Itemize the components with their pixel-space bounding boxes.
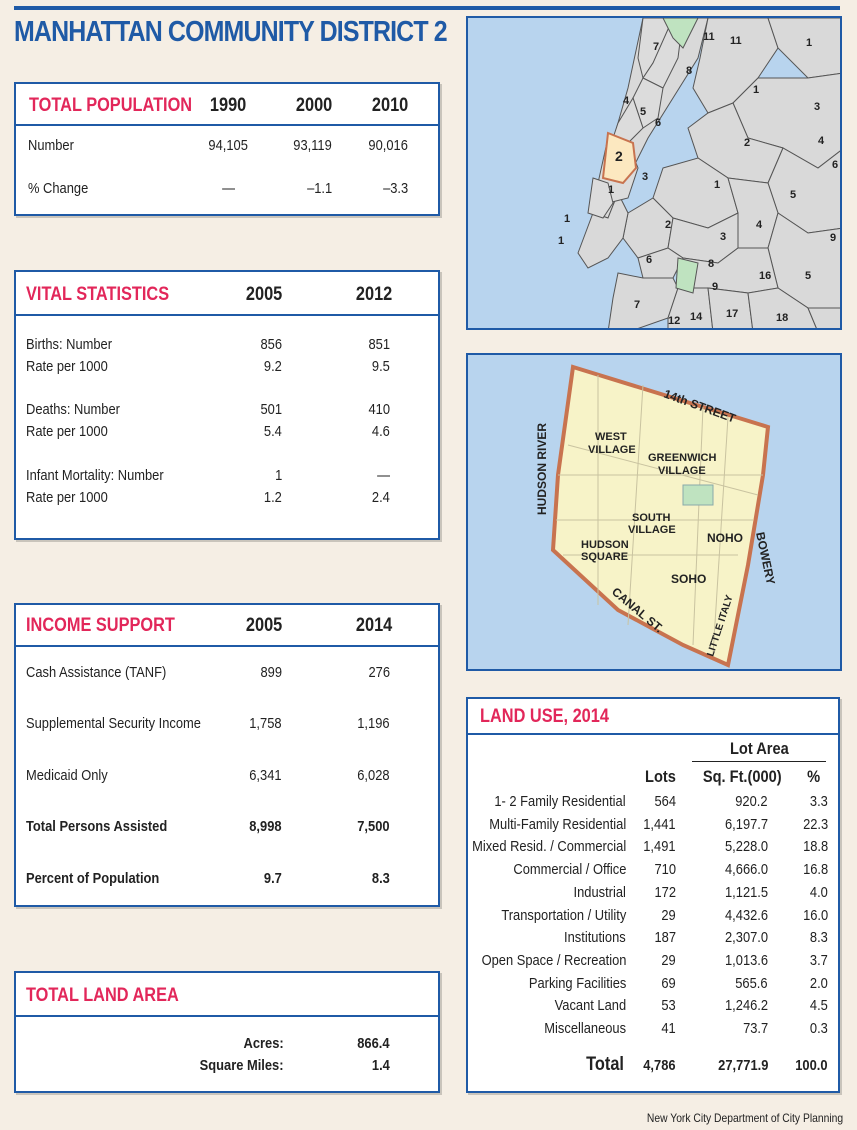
svg-text:1: 1 xyxy=(753,84,760,96)
overview-map xyxy=(466,16,842,330)
land-use-label: Commercial / Office xyxy=(512,861,626,879)
vital-value: 501 xyxy=(260,401,282,418)
land-use-pct: 16.8 xyxy=(802,861,828,879)
label-canal-street: CANAL ST. xyxy=(609,584,666,636)
svg-text:4: 4 xyxy=(756,219,763,231)
svg-text:1: 1 xyxy=(564,213,571,225)
svg-text:1: 1 xyxy=(558,235,565,247)
land-use-label: Multi-Family Residential xyxy=(489,815,626,833)
acres-label: Acres: xyxy=(243,1035,284,1052)
overview-map-svg xyxy=(468,18,842,330)
population-value: –3.3 xyxy=(382,180,408,197)
label-hudson-river: HUDSON RIVER xyxy=(535,422,549,515)
label-little-italy: LITTLE ITALY xyxy=(705,593,736,658)
vital-title: VITAL STATISTICS xyxy=(26,284,170,305)
land-use-sqft: 2,307.0 xyxy=(724,929,768,947)
land-area-box xyxy=(14,971,440,1093)
population-value: — xyxy=(222,180,235,197)
sqmi-value: 1.4 xyxy=(372,1057,390,1074)
svg-text:17: 17 xyxy=(726,308,739,320)
land-use-label: Institutions xyxy=(564,929,626,947)
income-label: Medicaid Only xyxy=(26,767,108,784)
vital-label: Births: Number xyxy=(26,336,113,353)
credit: New York City Department of City Planning xyxy=(646,1111,843,1125)
svg-text:9: 9 xyxy=(830,232,837,244)
label-bowery: BOWERY xyxy=(753,530,778,587)
population-value: 90,016 xyxy=(368,137,408,154)
land-use-sqft: 4,432.6 xyxy=(724,906,768,924)
sqmi-label: Square Miles: xyxy=(200,1057,284,1074)
lot-area-rule xyxy=(692,761,826,762)
col-sqft: Sq. Ft.(000) xyxy=(703,767,782,786)
vital-label: Rate per 1000 xyxy=(26,358,108,375)
land-use-pct: 8.3 xyxy=(810,929,828,947)
land-use-sqft: 6,197.7 xyxy=(724,815,768,833)
svg-text:2: 2 xyxy=(615,148,623,164)
land-use-label: Miscellaneous xyxy=(544,1020,626,1037)
population-year-2010: 2010 xyxy=(371,95,408,116)
land-use-label: Parking Facilities xyxy=(528,974,626,992)
income-value: 6,341 xyxy=(249,767,282,784)
svg-text:5: 5 xyxy=(790,189,797,201)
label-square: SQUARE xyxy=(581,551,629,563)
svg-text:6: 6 xyxy=(655,117,662,129)
land-use-lots: 69 xyxy=(661,974,676,992)
land-use-sqft: 73.7 xyxy=(742,1020,768,1037)
vital-label: Rate per 1000 xyxy=(26,489,108,506)
col-pct: % xyxy=(806,767,820,786)
land-use-label: Open Space / Recreation xyxy=(481,951,626,969)
population-year-2000: 2000 xyxy=(295,95,332,116)
land-area-title: TOTAL LAND AREA xyxy=(26,985,179,1006)
vital-value: 410 xyxy=(368,401,390,418)
vital-value: 9.2 xyxy=(264,358,282,375)
vital-value: 851 xyxy=(368,336,390,353)
label-hudson: HUDSON xyxy=(581,539,629,551)
label-greenwich: GREENWICH xyxy=(648,452,717,464)
income-value: 8,998 xyxy=(249,818,282,835)
income-value: 899 xyxy=(260,664,282,681)
land-use-total-sqft: 27,771.9 xyxy=(717,1057,768,1074)
svg-text:8: 8 xyxy=(686,65,693,77)
land-use-sqft: 1,121.5 xyxy=(724,883,768,901)
vital-value: — xyxy=(377,467,390,484)
vital-value: 2.4 xyxy=(372,489,390,506)
land-use-pct: 3.7 xyxy=(810,951,828,969)
svg-text:8: 8 xyxy=(708,258,715,270)
svg-text:6: 6 xyxy=(646,254,653,266)
income-label: Cash Assistance (TANF) xyxy=(26,664,167,681)
svg-text:11: 11 xyxy=(730,35,742,47)
income-year-2005: 2005 xyxy=(245,615,282,636)
svg-text:3: 3 xyxy=(642,171,649,183)
income-value: 7,500 xyxy=(357,818,390,835)
land-use-pct: 4.5 xyxy=(810,997,828,1015)
top-rule xyxy=(14,6,840,10)
vital-label: Deaths: Number xyxy=(26,401,120,418)
svg-text:3: 3 xyxy=(720,231,727,243)
label-west: WEST xyxy=(595,431,627,443)
land-use-lots: 29 xyxy=(661,951,676,969)
population-row-label: % Change xyxy=(28,180,89,197)
land-use-pct: 2.0 xyxy=(810,974,828,992)
income-value: 9.7 xyxy=(264,870,282,887)
income-support-box xyxy=(14,603,440,907)
land-use-label: 1- 2 Family Residential xyxy=(494,793,626,810)
svg-text:5: 5 xyxy=(805,270,812,282)
vital-statistics-box xyxy=(14,270,440,540)
page-title: MANHATTAN COMMUNITY DISTRICT 2 xyxy=(14,16,447,48)
land-use-total-pct: 100.0 xyxy=(795,1057,828,1074)
land-use-total-label: Total xyxy=(586,1054,624,1075)
land-use-sqft: 5,228.0 xyxy=(724,838,768,856)
district-map-svg xyxy=(468,355,842,671)
svg-text:6: 6 xyxy=(832,159,839,171)
population-title: TOTAL POPULATION xyxy=(29,95,193,116)
svg-text:4: 4 xyxy=(818,135,825,147)
land-use-pct: 22.3 xyxy=(802,815,828,833)
income-value: 8.3 xyxy=(372,870,390,887)
label-14th-street: 14th STREET xyxy=(661,386,738,426)
svg-text:7: 7 xyxy=(634,299,641,311)
land-use-lots: 564 xyxy=(654,793,676,810)
population-row-label: Number xyxy=(28,137,74,154)
land-use-sqft: 920.2 xyxy=(735,793,768,810)
district-detail-map xyxy=(466,353,842,671)
income-label: Percent of Population xyxy=(26,870,160,887)
income-label: Supplemental Security Income xyxy=(26,715,201,732)
label-village: VILLAGE xyxy=(658,465,706,477)
svg-text:11: 11 xyxy=(703,31,715,43)
population-value: 93,119 xyxy=(293,137,332,154)
income-value: 1,196 xyxy=(357,715,390,732)
land-use-total-lots: 4,786 xyxy=(643,1057,676,1074)
vital-value: 856 xyxy=(260,336,282,353)
land-use-lots: 710 xyxy=(654,861,676,879)
land-use-pct: 4.0 xyxy=(810,883,828,901)
lot-area-label: Lot Area xyxy=(730,739,789,758)
svg-text:12: 12 xyxy=(668,315,681,327)
land-use-pct: 18.8 xyxy=(802,838,828,856)
svg-text:5: 5 xyxy=(640,106,647,118)
svg-text:3: 3 xyxy=(814,101,821,113)
income-value: 276 xyxy=(368,664,390,681)
svg-text:9: 9 xyxy=(712,281,719,293)
acres-value: 866.4 xyxy=(357,1035,390,1052)
population-value: –1.1 xyxy=(306,180,332,197)
svg-text:1: 1 xyxy=(806,37,813,49)
vital-value: 5.4 xyxy=(264,423,282,440)
svg-text:14: 14 xyxy=(690,311,703,323)
svg-text:4: 4 xyxy=(623,95,630,107)
land-use-lots: 187 xyxy=(654,929,676,947)
land-use-lots: 172 xyxy=(654,883,676,901)
land-use-label: Mixed Resid. / Commercial xyxy=(471,838,626,856)
svg-text:2: 2 xyxy=(744,137,751,149)
svg-text:18: 18 xyxy=(776,312,789,324)
label-soho: SOHO xyxy=(671,572,707,586)
label-village: VILLAGE xyxy=(588,444,636,456)
population-value: 94,105 xyxy=(208,137,248,154)
land-use-sqft: 4,666.0 xyxy=(724,861,768,879)
vital-year-2005: 2005 xyxy=(245,284,282,305)
svg-text:1: 1 xyxy=(714,179,721,191)
label-noho: NOHO xyxy=(707,531,743,545)
income-title: INCOME SUPPORT xyxy=(26,615,175,636)
col-lots: Lots xyxy=(645,767,676,786)
land-use-box xyxy=(466,697,840,1093)
svg-text:16: 16 xyxy=(759,270,772,282)
land-use-pct: 0.3 xyxy=(810,1020,828,1037)
vital-label: Rate per 1000 xyxy=(26,423,108,440)
label-village: VILLAGE xyxy=(628,524,676,536)
land-use-label: Transportation / Utility xyxy=(501,906,626,924)
vital-value: 4.6 xyxy=(372,423,390,440)
vital-year-2012: 2012 xyxy=(355,284,392,305)
land-use-sqft: 1,246.2 xyxy=(724,997,768,1015)
population-box xyxy=(14,82,440,216)
income-year-2014: 2014 xyxy=(355,615,392,636)
land-use-pct: 3.3 xyxy=(810,793,828,810)
land-use-sqft: 1,013.6 xyxy=(724,951,768,969)
land-use-lots: 41 xyxy=(661,1020,676,1037)
land-use-label: Industrial xyxy=(573,883,626,901)
svg-text:1: 1 xyxy=(608,184,615,196)
vital-value: 1.2 xyxy=(264,489,282,506)
land-use-lots: 53 xyxy=(661,997,676,1015)
label-south: SOUTH xyxy=(632,512,671,524)
land-use-lots: 29 xyxy=(661,906,676,924)
svg-text:7: 7 xyxy=(653,41,660,53)
svg-text:2: 2 xyxy=(665,219,672,231)
population-year-1990: 1990 xyxy=(209,95,246,116)
land-use-sqft: 565.6 xyxy=(735,974,768,992)
land-use-lots: 1,441 xyxy=(643,815,676,833)
land-use-pct: 16.0 xyxy=(802,906,828,924)
land-use-lots: 1,491 xyxy=(643,838,676,856)
land-use-title: LAND USE, 2014 xyxy=(480,706,609,727)
income-value: 6,028 xyxy=(357,767,390,784)
vital-value: 1 xyxy=(274,467,282,484)
income-label: Total Persons Assisted xyxy=(26,818,168,835)
income-value: 1,758 xyxy=(249,715,282,732)
vital-value: 9.5 xyxy=(372,358,390,375)
vital-label: Infant Mortality: Number xyxy=(26,467,164,484)
land-use-label: Vacant Land xyxy=(554,997,626,1015)
